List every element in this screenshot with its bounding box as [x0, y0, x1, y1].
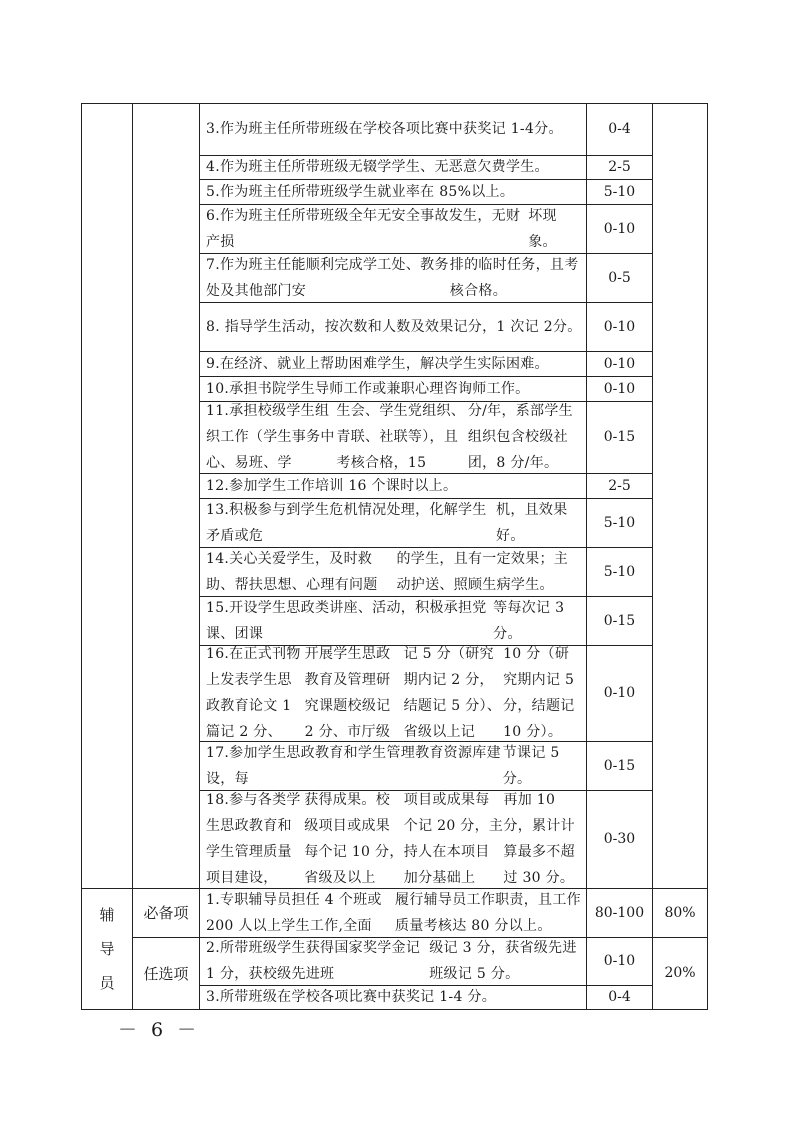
criterion-line: 项目或成果每个记 20 分，主持人在本项目加分基础上	[403, 792, 504, 886]
category-char: 导	[99, 939, 115, 958]
criterion-line: 15.开设学生思政类讲座、活动，积极承担党课、团课	[206, 599, 487, 642]
score-range: 5-10	[603, 514, 636, 531]
row-divider	[199, 155, 653, 156]
column-divider	[199, 103, 200, 1010]
criterion-line: 17.参加学生思政教育和学生管理教育资源库建设，每	[206, 744, 501, 787]
column-divider	[132, 103, 133, 1010]
score-range: 0-30	[603, 831, 636, 847]
criterion-line: 的学生，且有一定效果；主动护送、照顾生病学生。	[396, 550, 569, 593]
row-divider	[199, 645, 653, 646]
criterion-text	[200, 937, 586, 985]
criterion-line: 12.参加学生工作培训 16 个课时以上。	[206, 477, 458, 494]
criterion-line: 2.所带班级学生获得国家奖学金记 1 分，获校级先进班	[206, 940, 421, 982]
criterion-line: 10 分（研究期内记 5 分，结题记 10 分）。	[503, 646, 575, 740]
criterion-line: 获得成果。校级项目或成果每个记 10 分，省级及以上	[304, 792, 404, 886]
score-range: 5-10	[603, 183, 636, 200]
criterion-line: 等每次记 3 分。	[493, 599, 565, 642]
row-divider	[199, 253, 653, 254]
criterion-line: 节课记 5 分。	[502, 744, 560, 787]
criterion-line: 生会、学生党组织、青联、社联等），且考核合格，15	[336, 403, 466, 471]
criterion-line: 10.承担书院学生导师工作或兼职心理咨询师工作。	[206, 380, 530, 397]
row-divider	[199, 401, 653, 402]
criterion-text	[200, 103, 586, 155]
criterion-text	[200, 253, 586, 302]
criterion-text	[200, 645, 586, 741]
row-divider	[81, 1009, 708, 1010]
criterion-line: 6.作为班主任所带班级全年无安全事故发生，无财产损	[206, 207, 521, 250]
optional-item-label: 任选项	[143, 964, 189, 983]
criterion-line: 11.承担校级学生组织工作（学生事务中心、易班、学	[206, 403, 335, 471]
column-divider	[707, 103, 708, 1010]
required-item-label: 必备项	[143, 904, 189, 922]
criterion-text	[200, 498, 586, 547]
criterion-line: 18.参与各类学生思政教育和学生管理质量项目建设，	[206, 792, 301, 886]
score-range: 0-10	[603, 953, 636, 969]
score-range: 0-4	[608, 121, 631, 137]
criterion-text	[200, 155, 586, 179]
criterion-text	[200, 401, 586, 473]
criterion-line: 7.作为班主任能顺利完成学工处、教务处及其他部门安	[206, 256, 449, 299]
score-range: 0-4	[608, 989, 631, 1005]
score-range: 0-10	[603, 220, 636, 237]
criterion-line: 16.在正式刊物上发表学生思政教育论文 1 篇记 2 分、	[206, 646, 301, 740]
criterion-line: 14.关心关爱学生，及时救助、帮扶思想、心理有问题	[206, 550, 378, 593]
criterion-line: 3.作为班主任所带班级在学校各项比赛中获奖记 1-4	[206, 121, 535, 137]
criterion-line: 记 5 分（研究期内记 2 分，结题记 5 分）、省级以上记	[403, 646, 502, 740]
criterion-text	[200, 351, 586, 376]
criterion-line: 3.所带班级在学校各项比赛中获奖记 1-4 分。	[206, 989, 497, 1005]
criterion-line: 再加 10 分，累计计算最多不超过 30 分。	[503, 792, 575, 886]
page-number: － 6 －	[118, 1019, 201, 1041]
criterion-line: 机，且效果好。	[496, 501, 568, 544]
criterion-line: 13.积极参与到学生危机情况处理，化解学生矛盾或危	[206, 501, 487, 544]
score-range: 0-5	[608, 269, 631, 286]
criterion-text	[200, 473, 586, 498]
criterion-line: 8. 指导学生活动，按次数和人数及效果记分，1 次记 2	[206, 318, 553, 335]
row-divider	[81, 888, 708, 889]
criterion-line: 5.作为班主任所带班级学生就业率在 85%以上。	[206, 183, 515, 200]
criterion-line: 4.作为班主任所带班级无辍学学生、无恶意欠费学生。	[206, 159, 549, 175]
row-divider	[199, 179, 653, 180]
criterion-text	[200, 790, 586, 888]
criterion-line: 级记 3 分，获省级先进班级记 5 分。	[429, 940, 577, 982]
criterion-line: 排的临时任务，且考核合格。	[449, 256, 579, 299]
score-range: 0-15	[603, 612, 636, 629]
score-range: 2-5	[608, 477, 631, 494]
criterion-line: 履行辅导员工作职责，且工作质量考核达 80 分以上。	[395, 891, 581, 934]
criterion-line: 9.在经济、就业上帮助困难学生，解决学生实际困难。	[206, 355, 549, 372]
criterion-text	[200, 547, 586, 596]
category-char: 辅	[99, 905, 115, 924]
criterion-line: 分/年，系部学生组织包含校级社团，8 分/年。	[467, 403, 573, 471]
criterion-line: 开展学生思政教育及管理研究课题校级记 2 分、市厅级	[304, 646, 391, 740]
score-range: 0-10	[603, 355, 636, 372]
column-divider	[652, 103, 653, 1010]
criterion-text	[200, 596, 586, 645]
row-divider	[199, 473, 653, 474]
row-divider	[199, 376, 653, 377]
criterion-line: 分。	[534, 121, 563, 137]
category-counselor	[82, 888, 132, 1009]
row-divider	[132, 937, 708, 938]
criterion-text	[200, 302, 586, 351]
criterion-line: 坏现象。	[528, 207, 557, 250]
criterion-line: 分。	[552, 318, 582, 335]
row-divider	[81, 103, 708, 104]
row-divider	[199, 547, 653, 548]
row-divider	[199, 204, 653, 205]
row-divider	[199, 596, 653, 597]
row-divider	[199, 351, 653, 352]
score-range: 0-10	[603, 685, 636, 701]
score-range: 0-15	[603, 757, 636, 774]
row-divider	[199, 498, 653, 499]
row-divider	[199, 790, 653, 791]
criterion-text	[200, 204, 586, 253]
score-range: 80-100	[594, 904, 645, 921]
score-range: 0-10	[603, 380, 636, 397]
criterion-text	[200, 985, 586, 1009]
score-range: 2-5	[608, 159, 631, 175]
criterion-text	[200, 179, 586, 204]
row-divider	[199, 302, 653, 303]
score-range: 5-10	[603, 563, 636, 580]
column-divider	[81, 103, 82, 1010]
criterion-line: 1.专职辅导员担任 4 个班或 200 人以上学生工作,全面	[206, 891, 382, 934]
row-divider	[199, 741, 653, 742]
score-range: 0-10	[603, 318, 636, 335]
optional-weight: 20%	[664, 965, 696, 981]
category-char: 员	[99, 973, 115, 992]
column-divider	[586, 103, 587, 1010]
criterion-text	[200, 741, 586, 790]
row-divider	[199, 985, 653, 986]
required-weight: 80%	[664, 904, 696, 921]
score-range: 0-15	[603, 429, 636, 445]
criterion-text	[200, 888, 586, 937]
